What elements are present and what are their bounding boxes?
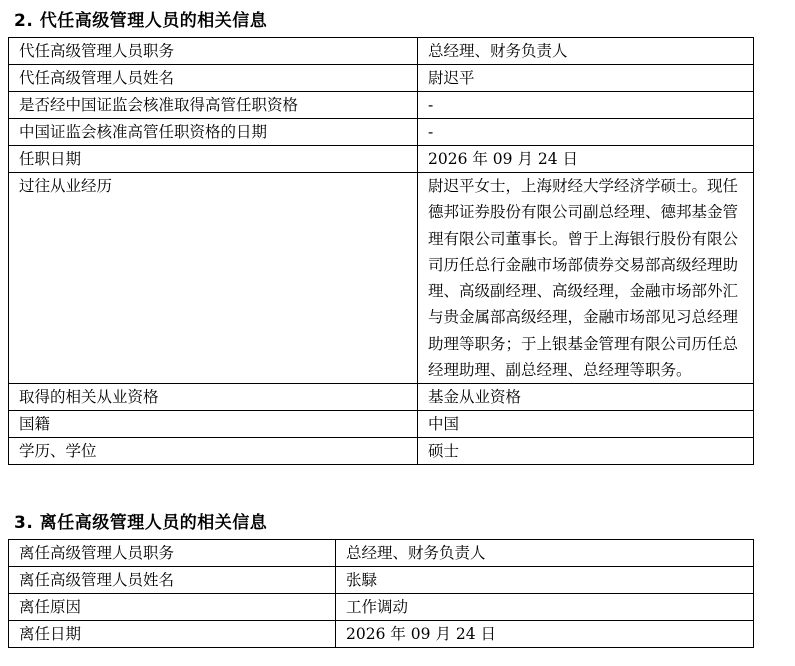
table-row bbox=[9, 119, 754, 146]
row-value: 2026 年 09 月 24 日 bbox=[418, 146, 754, 173]
row-label: 离任原因 bbox=[9, 594, 336, 621]
row-value: - bbox=[418, 92, 754, 119]
row-value: 总经理、财务负责人 bbox=[336, 540, 754, 567]
work-experience-value: 尉迟平女士，上海财经大学经济学硕士。现任德邦证券股份有限公司副总经理、德邦基金管理有限公司董事长。曾于上海银行股份有限公司历任总行金融市场部债券交易部高级经理助理、高级副经理、高级经理，金融市场部外汇与贵金属部高级经理，金融市场部见习总经理助理等职务；于上银基金管理有限公司历任总经理助理、副总经理、总经理等职务。 bbox=[418, 173, 754, 384]
table-row bbox=[9, 567, 754, 594]
acting-executive-info-table bbox=[8, 37, 754, 465]
table-row bbox=[9, 594, 754, 621]
departing-executive-info-table bbox=[8, 539, 754, 648]
row-value: 2026 年 09 月 24 日 bbox=[336, 621, 754, 648]
row-value: 工作调动 bbox=[336, 594, 754, 621]
table-row bbox=[9, 540, 754, 567]
row-value: 尉迟平 bbox=[418, 65, 754, 92]
table-row bbox=[9, 438, 754, 465]
row-label: 离任高级管理人员姓名 bbox=[9, 567, 336, 594]
row-label: 离任高级管理人员职务 bbox=[9, 540, 336, 567]
row-value: 总经理、财务负责人 bbox=[418, 38, 754, 65]
table-row bbox=[9, 621, 754, 648]
row-label: 代任高级管理人员职务 bbox=[9, 38, 418, 65]
row-label: 学历、学位 bbox=[9, 438, 418, 465]
table-row bbox=[9, 65, 754, 92]
table-row bbox=[9, 411, 754, 438]
row-label: 离任日期 bbox=[9, 621, 336, 648]
row-label: 任职日期 bbox=[9, 146, 418, 173]
row-label: 过往从业经历 bbox=[9, 173, 418, 384]
row-label: 中国证监会核准高管任职资格的日期 bbox=[9, 119, 418, 146]
section-2-heading: 2. 代任高级管理人员的相关信息 bbox=[14, 11, 268, 31]
table-row bbox=[9, 146, 754, 173]
table-row bbox=[9, 38, 754, 65]
row-label: 是否经中国证监会核准取得高管任职资格 bbox=[9, 92, 418, 119]
row-value: - bbox=[418, 119, 754, 146]
row-value: 硕士 bbox=[418, 438, 754, 465]
row-label: 国籍 bbox=[9, 411, 418, 438]
table-row bbox=[9, 173, 754, 384]
row-value: 张騄 bbox=[336, 567, 754, 594]
table-row bbox=[9, 384, 754, 411]
row-value: 基金从业资格 bbox=[418, 384, 754, 411]
section-3-heading: 3. 离任高级管理人员的相关信息 bbox=[14, 513, 268, 533]
table-row bbox=[9, 92, 754, 119]
row-label: 取得的相关从业资格 bbox=[9, 384, 418, 411]
row-value: 中国 bbox=[418, 411, 754, 438]
row-label: 代任高级管理人员姓名 bbox=[9, 65, 418, 92]
